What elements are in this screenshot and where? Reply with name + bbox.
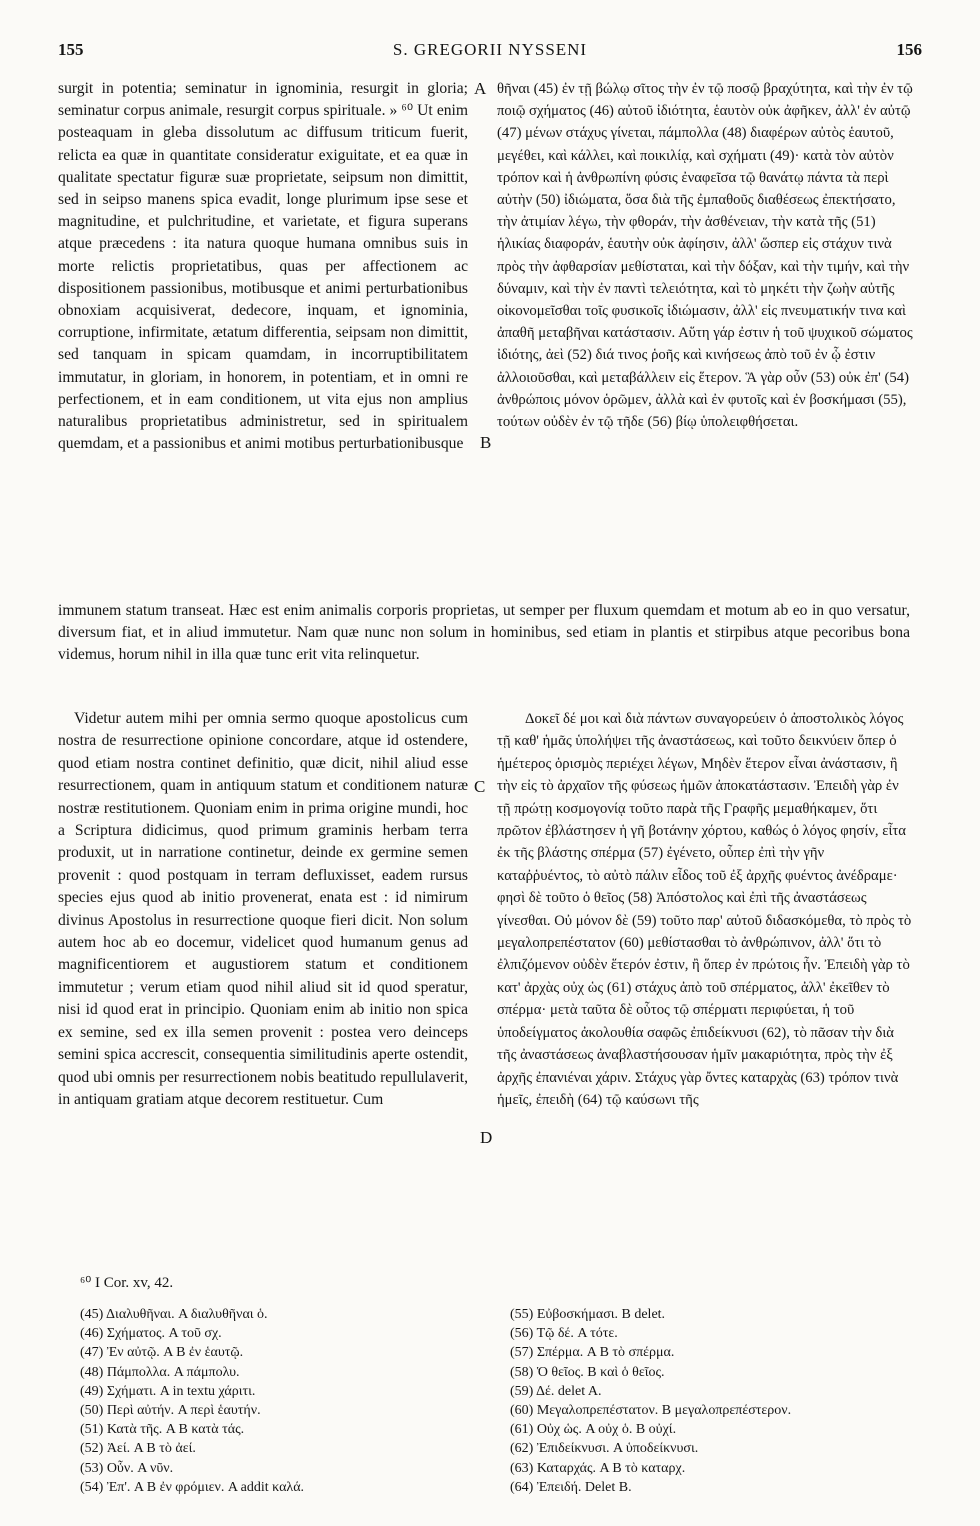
running-header <box>58 40 922 70</box>
variant-note: (53) Οὖν. A νῦν. <box>80 1460 174 1476</box>
variant-note: (56) Τῷ δέ. A τότε. <box>510 1326 618 1342</box>
variant-note: (54) Ἐπ'. A B ἐν φρόμιεν. A addit καλά. <box>80 1479 305 1495</box>
variant-note: (62) Ἐπιδείκνυσι. A ὑποδείκνυσι. <box>510 1441 699 1457</box>
greek-column-top: θῆναι (45) ἐν τῇ βώλῳ σῖτος τὴν ἐν τῷ ποσῷ βραχύτητα, καὶ τὴν ἐν τῷ ποιῷ σχήματος (46) αὐτοῦ ἰδιότητα, ἑαυτὸν οὐκ ἀφῆκεν, ἀλλ' ἐν αὐτῷ (47) μένων στάχυς γίνεται, πάμπολλα (48) διαφέρων αὐτὸς ἑαυτοῦ, μεγέθει, καὶ κάλλει, καὶ ποικιλίᾳ, καὶ σχήματι (49)· κατὰ τὸν αὐτὸν τρόπον καὶ ἡ ἀνθρωπίνη φύσις ἐναφεῖσα τῷ θανάτῳ πάντα τὰ περὶ αὐτὴν (50) ἰδιώματα, ὅσα διὰ τῆς ἐμπαθοῦς διαθέσεως ἐπεκτήσατο, τὴν ἀτιμίαν λέγω, τὴν φθοράν, τὴν ἀσθένειαν, τὴν κατὰ τῆς (51) ἡλικίας διαφοράν, ἑαυτὴν οὐκ ἀφίησιν, ἀλλ' ὥσπερ εἰς στάχυν τινὰ πρὸς τὴν ἀφθαρσίαν μεθίσταται, καὶ τὴν δόξαν, καὶ τὴν τιμήν, καὶ τὴν δύναμιν, καὶ τὴν ἐν παντὶ τελειότητα, καὶ τὸ μηκέτι τὴν ζωὴν αὐτῆς οἰκονομεῖσθαι τοῖς φυσικοῖς ἰδιώμασιν, ἀλλ' εἰς πνευματικήν τινα καὶ ἀπαθῆ μεταβῆναι κατάστασιν. Αὕτη γάρ ἐστιν ἡ τοῦ ψυχικοῦ σώματος ἰδιότης, ἀεὶ (52) διά τινος ῥοῆς καὶ κινήσεως ἀπὸ τοῦ ἐν ᾧ ἐστιν ἀλλοιοῦσθαι, καὶ μεταβάλλειν εἰς ἕτερον. Ἃ γὰρ οὖν (53) οὐκ ἐπ' (54) ἀνθρώποις μόνον ὁρῶμεν, ἀλλὰ καὶ ἐν φυτοῖς καὶ ἐν βοσκήμασι (55), τούτων οὐδὲν ἐν τῷ τῆδε (56) βίῳ ὑπολειφθήσεται. <box>497 81 913 431</box>
variant-note: (59) Δέ. delet A. <box>510 1383 602 1399</box>
variant-readings-right <box>510 1305 920 1497</box>
variant-note: (60) Μεγαλοπρεπέστατον. B μεγαλοπρεπέστερον. <box>510 1403 792 1419</box>
latin-full-width-text: immunem statum transeat. Hæc est enim animalis corporis proprietas, ut semper per fluxum quemdam et motum ab eo in quo versatur, diversum fiat, et in aliud immutetur. Nam quæ nunc non solum in hominibus, sed etiam in plantis et stirpibus atque pecoribus bona videmus, horum nihil in illa quæ tunc erit vita relinquetur. <box>58 602 910 664</box>
variant-note: (64) Ἐπειδή. Delet B. <box>510 1479 632 1495</box>
margin-marker-a: A <box>474 79 487 98</box>
variant-note: (57) Σπέρμα. A B τὸ σπέρμα. <box>510 1345 675 1361</box>
variant-note: (47) Ἐν αὐτῷ. A B ἐν ἑαυτῷ. <box>80 1345 244 1361</box>
page-number-left: 155 <box>58 40 84 59</box>
scripture-footnote: ⁶⁰ I Cor. xv, 42. <box>80 1275 174 1291</box>
variant-note: (58) Ὁ θεῖος. B καὶ ὁ θεῖος. <box>510 1364 665 1380</box>
variant-note: (50) Περὶ αὐτήν. A περὶ ἑαυτήν. <box>80 1403 261 1419</box>
variant-note: (61) Οὐχ ὡς. A οὐχ ὁ. B οὐχί. <box>510 1422 677 1438</box>
variant-note: (48) Πάμπολλα. A πάμπολυ. <box>80 1364 240 1380</box>
margin-marker-b: B <box>480 433 492 452</box>
variant-note: (63) Καταρχάς. A B τὸ καταρχ. <box>510 1460 686 1476</box>
latin-column-top: surgit in potentia; seminatur in ignominia, resurgit in gloria; seminatur corpus animale, resurgit corpus spirituale. » ⁶⁰ Ut enim posteaquam in gleba dissolutum ac diffusum triticum fuerit, relicta ea quæ in quantitate consideratur exiguitate, et ea quæ in qualitate spectatur figuræ suæ proprietate, seipsum non dimittit, sed in seipso manens spica evadit, longe plurimum ipse sese et magnitudine, et pulchritudine, et varietate, et figura superans atque præcedens : ita natura quoque humana omnibus suis in morte relictis proprietatibus, quas per affectionem ac dispositionem passionibus, motibusque et animi perturbationibus obnoxiam acquisiverat, dedecore, inquam, et ignominia, corruptione, infirmitate, ætatum differentia, seipsam non dimittit, sed tanquam in spicam quamdam, in incorruptibilitatem immutatur, in gloriam, in honorem, in potentiam, et in omni re perfectionem, et in eam conditionem, ut vita ejus non amplius naturalibus proprietatibus administretur, sed in spiritualem quemdam, et a passionibus et animi motibus perturbationibusque <box>58 80 468 453</box>
variant-note: (46) Σχήματος. A τοῦ σχ. <box>80 1326 222 1342</box>
margin-marker-d: D <box>480 1128 493 1147</box>
running-title: S. GREGORII NYSSENI <box>392 40 588 59</box>
greek-column-bottom: Δοκεῖ δέ μοι καὶ διὰ πάντων συναγορεύειν ὁ ἀποστολικὸς λόγος τῇ καθ' ἡμᾶς ὑπολήψει τῆς ἀναστάσεως, καὶ τοῦτο δεικνύειν ὅπερ ὁ ἡμέτερος ὁρισμὸς περιέχει λέγων, Μηδὲν ἕτερον εἶναι ἀνάστασιν, ἢ τὴν εἰς τὸ ἀρχαῖον τῆς φύσεως ἡμῶν ἀποκατάστασιν. Ἐπειδὴ γὰρ ἐν τῇ πρώτῃ κοσμογονίᾳ τοῦτο παρὰ τῆς Γραφῆς μεμαθήκαμεν, ὅτι πρῶτον ἐβλάστησεν ἡ γῆ βοτάνην χόρτου, καθώς ὁ λόγος φησίν, εἶτα ἐκ τῆς βλάστης σπέρμα (57) ἐγένετο, οὗπερ ἐπὶ τὴν γῆν καταῤῥυέντος, τὸ αὐτὸ πάλιν εἶδος τοῦ ἐξ ἀρχῆς φυέντος ἀνέδραμε· φησὶ δὲ τοῦτο ὁ θεῖος (58) Ἀπόστολος καὶ ἐπὶ τῆς ἀναστάσεως γίνεσθαι. Οὐ μόνον δὲ (59) τοῦτο παρ' αὐτοῦ διδασκόμεθα, τὸ πρὸς τὸ μεγαλοπρεπέστατον (60) μεθίστασθαι τὸ ἀνθρώπινον, ἀλλ' ὅτι τὸ ἐλπιζόμενον οὐδὲν ἕτερόν ἐστιν, ἢ ὅπερ ἐν πρώτοις ἦν. Ἐπειδὴ γὰρ τὸ κατ' ἀρχὰς οὐχ ὡς (61) στάχυς ἀπὸ τοῦ σπέρματος, ἀλλ' ἐκεῖθεν τὸ σπέρμα· μετὰ ταῦτα δὲ οὗτος τῷ σπέρματι περιφύεται, ἡ τοῦ ὑποδείγματος ἀκολουθία σαφῶς ἐπιδείκνυσι (62), τὸ πᾶσαν τὴν διὰ τῆς ἀναστάσεως ἀναβλαστήσουσαν ἡμῖν μακαριότητα, πρὸς τὴν ἐξ ἀρχῆς ἐπανιέναι χάριν. Στάχυς γὰρ ὄντες καταρχὰς (63) τρόπον τινὰ ἡμεῖς, ἐπειδὴ (64) τῷ καύσωνι τῆς <box>497 711 912 1108</box>
latin-column-bottom: Videtur autem mihi per omnia sermo quoque apostolicus cum nostra de resurrectione opinione concordare, atque id ostendere, quod etiam nostra continet definitio, quæ dicit, nihil aliud esse resurrectionem, quam in antiquum statum et conditionem naturæ nostræ restitutionem. Quoniam enim in prima origine mundi, hoc a Scriptura didicimus, quod primum graminis herbam terra produxit, ut in narratione continetur, deinde ex germine semen provenit : quod postquam in terram defluxisset, eadem rursus species ejus quod ab initio provenerat, enata est : id nimirum divinus Apostolus in resurrectione quoque fieri dicit. Non solum autem hoc ab eo docemur, videlicet quod humanum genus ad magnificentiorem et augustiorem statum et conditionem immutetur ; verum etiam quod nihil aliud sit id quod speratur, nisi id quod erat in principio. Quoniam enim ab initio non spica ex semine, sed ex illa semen provenit : postea vero deinceps semini spica accrescit, consequentia similitudinis aperte ostendit, quod ubi omnis per resurrectionem nobis beatitudo repullulaverit, in antiquam gratiam atque decorem restituetur. Cum <box>58 710 468 1108</box>
variant-readings-left <box>80 1305 490 1497</box>
page-number-right: 156 <box>896 40 922 59</box>
variant-note: (51) Κατὰ τῆς. A B κατὰ τάς. <box>80 1422 245 1438</box>
margin-marker-c: C <box>474 777 486 796</box>
variant-note: (45) Διαλυθῆναι. A διαλυθῆναι ὁ. <box>80 1307 268 1322</box>
variant-note: (52) Ἀεί. A B τὸ ἀεί. <box>80 1441 196 1457</box>
variant-note: (49) Σχήματι. A in textu χάριτι. <box>80 1383 256 1399</box>
variant-note: (55) Εὐβοσκήμασι. B delet. <box>510 1307 666 1322</box>
